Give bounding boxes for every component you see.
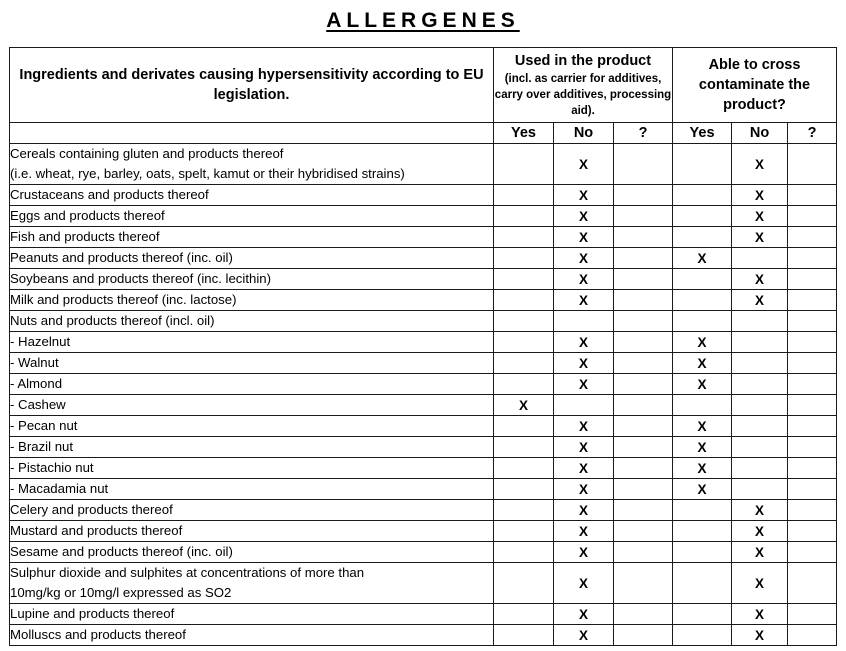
allergen-label bbox=[10, 290, 494, 311]
used-no-cell bbox=[554, 458, 614, 479]
used-unknown-cell bbox=[614, 563, 673, 604]
used-unknown-cell bbox=[614, 185, 673, 206]
cross-unknown-cell bbox=[788, 227, 837, 248]
allergen-label-line: Sulphur dioxide and sulphites at concentrations of more than bbox=[10, 565, 365, 580]
cross-unknown-cell bbox=[788, 374, 837, 395]
used-yes-cell bbox=[494, 437, 554, 458]
used-yes-cell bbox=[494, 604, 554, 625]
cross-yes-cell bbox=[673, 563, 732, 604]
check-mark: X bbox=[578, 334, 588, 350]
allergen-label bbox=[10, 542, 494, 563]
check-mark: X bbox=[755, 627, 765, 643]
used-in-product-note: (incl. as carrier for additives, carry over additives, processing aid). bbox=[494, 73, 672, 117]
table-row bbox=[10, 542, 837, 563]
allergen-label-line: Cereals containing gluten and products thereof bbox=[10, 146, 284, 161]
used-unknown-cell bbox=[614, 542, 673, 563]
used-no-cell bbox=[554, 625, 614, 646]
used-yes-cell bbox=[494, 542, 554, 563]
blank-header-cell bbox=[10, 123, 494, 144]
allergen-label-line: Lupine and products thereof bbox=[10, 606, 175, 621]
table-row bbox=[10, 144, 837, 185]
check-mark: X bbox=[697, 355, 707, 371]
cross-yes-cell bbox=[673, 604, 732, 625]
allergen-label bbox=[10, 395, 494, 416]
cross-yes-cell bbox=[673, 416, 732, 437]
check-mark: X bbox=[578, 229, 588, 245]
allergen-label-line: Fish and products thereof bbox=[10, 229, 160, 244]
check-mark: X bbox=[578, 292, 588, 308]
used-no-cell bbox=[554, 374, 614, 395]
allergen-label bbox=[10, 563, 494, 604]
check-mark: X bbox=[578, 523, 588, 539]
allergen-label bbox=[10, 479, 494, 500]
table-row bbox=[10, 563, 837, 604]
used-no-cell bbox=[554, 185, 614, 206]
cross-unknown-cell bbox=[788, 144, 837, 185]
cross-unknown-cell bbox=[788, 332, 837, 353]
allergen-label-line: Mustard and products thereof bbox=[10, 523, 183, 538]
cross-no-cell bbox=[732, 500, 788, 521]
table-row bbox=[10, 416, 837, 437]
allergen-table bbox=[9, 47, 837, 646]
check-mark: X bbox=[578, 502, 588, 518]
used-unknown-cell bbox=[614, 290, 673, 311]
used-no-cell bbox=[554, 437, 614, 458]
check-mark: X bbox=[578, 606, 588, 622]
cross-no-cell bbox=[732, 248, 788, 269]
allergen-label-line: Eggs and products thereof bbox=[10, 208, 165, 223]
check-mark: X bbox=[755, 606, 765, 622]
used-unknown-cell bbox=[614, 248, 673, 269]
check-mark: X bbox=[697, 418, 707, 434]
table-row bbox=[10, 437, 837, 458]
cross-yes-cell bbox=[673, 542, 732, 563]
cross-unknown-cell bbox=[788, 542, 837, 563]
used-yes-cell bbox=[494, 395, 554, 416]
table-row bbox=[10, 269, 837, 290]
check-mark: X bbox=[755, 271, 765, 287]
allergen-label bbox=[10, 248, 494, 269]
used-yes-cell bbox=[494, 227, 554, 248]
check-mark: X bbox=[755, 208, 765, 224]
check-mark: X bbox=[697, 334, 707, 350]
table-row bbox=[10, 374, 837, 395]
used-no-cell bbox=[554, 563, 614, 604]
cross-contamination-title: Able to cross contaminate the product? bbox=[698, 57, 811, 113]
used-unknown-cell bbox=[614, 269, 673, 290]
check-mark: X bbox=[578, 355, 588, 371]
allergen-label-line: - Walnut bbox=[10, 355, 59, 370]
allergen-label-line: Milk and products thereof (inc. lactose) bbox=[10, 292, 237, 307]
used-no-cell bbox=[554, 521, 614, 542]
used-no-cell bbox=[554, 542, 614, 563]
used-unknown-cell bbox=[614, 144, 673, 185]
used-no-cell bbox=[554, 353, 614, 374]
used-unknown-cell bbox=[614, 353, 673, 374]
used-unknown-cell bbox=[614, 395, 673, 416]
table-row bbox=[10, 479, 837, 500]
cross-no-cell bbox=[732, 185, 788, 206]
cross-yes-header: Yes bbox=[673, 123, 732, 144]
used-yes-cell bbox=[494, 563, 554, 604]
check-mark: X bbox=[578, 627, 588, 643]
cross-unknown-cell bbox=[788, 290, 837, 311]
allergen-label bbox=[10, 269, 494, 290]
used-unknown-cell bbox=[614, 604, 673, 625]
cross-no-cell bbox=[732, 353, 788, 374]
cross-unknown-cell bbox=[788, 563, 837, 604]
used-yes-cell bbox=[494, 206, 554, 227]
cross-unknown-cell bbox=[788, 416, 837, 437]
table-row bbox=[10, 625, 837, 646]
cross-yes-cell bbox=[673, 332, 732, 353]
used-no-cell bbox=[554, 479, 614, 500]
cross-yes-cell bbox=[673, 185, 732, 206]
cross-no-cell bbox=[732, 332, 788, 353]
cross-yes-cell bbox=[673, 374, 732, 395]
check-mark: X bbox=[755, 575, 765, 591]
used-unknown-header: ? bbox=[614, 123, 673, 144]
cross-unknown-cell bbox=[788, 395, 837, 416]
allergen-label bbox=[10, 437, 494, 458]
cross-no-header: No bbox=[732, 123, 788, 144]
cross-unknown-cell bbox=[788, 437, 837, 458]
allergen-label-line: - Almond bbox=[10, 376, 63, 391]
cross-no-cell bbox=[732, 206, 788, 227]
used-unknown-cell bbox=[614, 500, 673, 521]
cross-no-cell bbox=[732, 437, 788, 458]
cross-yes-cell bbox=[673, 269, 732, 290]
used-no-cell bbox=[554, 416, 614, 437]
check-mark: X bbox=[578, 439, 588, 455]
used-yes-cell bbox=[494, 479, 554, 500]
check-mark: X bbox=[697, 460, 707, 476]
used-unknown-cell bbox=[614, 374, 673, 395]
allergen-label bbox=[10, 416, 494, 437]
check-mark: X bbox=[697, 481, 707, 497]
used-no-cell bbox=[554, 311, 614, 332]
used-yes-cell bbox=[494, 248, 554, 269]
check-mark: X bbox=[697, 376, 707, 392]
check-mark: X bbox=[518, 397, 528, 413]
cross-no-cell bbox=[732, 521, 788, 542]
cross-yes-cell bbox=[673, 353, 732, 374]
cross-yes-cell bbox=[673, 248, 732, 269]
table-row bbox=[10, 290, 837, 311]
check-mark: X bbox=[578, 376, 588, 392]
used-yes-cell bbox=[494, 185, 554, 206]
used-yes-cell bbox=[494, 144, 554, 185]
used-yes-cell bbox=[494, 625, 554, 646]
used-yes-cell bbox=[494, 416, 554, 437]
check-mark: X bbox=[755, 229, 765, 245]
cross-yes-cell bbox=[673, 290, 732, 311]
check-mark: X bbox=[697, 250, 707, 266]
allergen-label-line: Celery and products thereof bbox=[10, 502, 173, 517]
check-mark: X bbox=[578, 460, 588, 476]
used-yes-header: Yes bbox=[494, 123, 554, 144]
cross-no-cell bbox=[732, 144, 788, 185]
table-row bbox=[10, 185, 837, 206]
table-row bbox=[10, 500, 837, 521]
check-mark: X bbox=[755, 187, 765, 203]
allergen-label-line: - Macadamia nut bbox=[10, 481, 109, 496]
allergen-label-line: Crustaceans and products thereof bbox=[10, 187, 209, 202]
table-row bbox=[10, 604, 837, 625]
cross-no-cell bbox=[732, 290, 788, 311]
ingredients-header: Ingredients and derivates causing hypersensitivity according to EU legislation. bbox=[10, 48, 494, 123]
used-yes-cell bbox=[494, 500, 554, 521]
allergen-label-line: - Pecan nut bbox=[10, 418, 78, 433]
allergen-label-line: - Pistachio nut bbox=[10, 460, 94, 475]
used-yes-cell bbox=[494, 521, 554, 542]
allergen-label bbox=[10, 604, 494, 625]
cross-unknown-cell bbox=[788, 269, 837, 290]
check-mark: X bbox=[578, 187, 588, 203]
cross-yes-cell bbox=[673, 625, 732, 646]
table-row bbox=[10, 332, 837, 353]
allergen-label-line: Sesame and products thereof (inc. oil) bbox=[10, 544, 233, 559]
cross-no-cell bbox=[732, 416, 788, 437]
cross-no-cell bbox=[732, 479, 788, 500]
allergen-label bbox=[10, 374, 494, 395]
allergen-label-line: Peanuts and products thereof (inc. oil) bbox=[10, 250, 233, 265]
used-no-cell bbox=[554, 500, 614, 521]
cross-unknown-cell bbox=[788, 500, 837, 521]
check-mark: X bbox=[578, 271, 588, 287]
table-row bbox=[10, 395, 837, 416]
used-yes-cell bbox=[494, 311, 554, 332]
cross-yes-cell bbox=[673, 206, 732, 227]
used-unknown-cell bbox=[614, 458, 673, 479]
used-unknown-cell bbox=[614, 521, 673, 542]
used-no-cell bbox=[554, 332, 614, 353]
allergen-label bbox=[10, 144, 494, 185]
allergen-label bbox=[10, 500, 494, 521]
allergen-label-line: (i.e. wheat, rye, barley, oats, spelt, kamut or their hybridised strains) bbox=[10, 166, 405, 181]
allergen-label-line: - Brazil nut bbox=[10, 439, 74, 454]
allergen-label-line: 10mg/kg or 10mg/l expressed as SO2 bbox=[10, 585, 232, 600]
cross-no-cell bbox=[732, 374, 788, 395]
allergen-label-line: - Cashew bbox=[10, 397, 66, 412]
cross-contamination-header bbox=[673, 48, 837, 123]
cross-no-cell bbox=[732, 269, 788, 290]
cross-yes-cell bbox=[673, 311, 732, 332]
check-mark: X bbox=[697, 439, 707, 455]
table-row bbox=[10, 458, 837, 479]
table-row bbox=[10, 521, 837, 542]
used-no-cell bbox=[554, 395, 614, 416]
cross-no-cell bbox=[732, 625, 788, 646]
cross-yes-cell bbox=[673, 458, 732, 479]
allergen-label bbox=[10, 353, 494, 374]
cross-unknown-cell bbox=[788, 625, 837, 646]
allergen-label-line: Molluscs and products thereof bbox=[10, 627, 186, 642]
page-title: ALLERGENES bbox=[326, 9, 520, 32]
allergen-label bbox=[10, 311, 494, 332]
cross-unknown-header: ? bbox=[788, 123, 837, 144]
cross-no-cell bbox=[732, 395, 788, 416]
allergen-label-line: Soybeans and products thereof (inc. lecithin) bbox=[10, 271, 271, 286]
used-yes-cell bbox=[494, 458, 554, 479]
cross-no-cell bbox=[732, 227, 788, 248]
used-no-cell bbox=[554, 290, 614, 311]
allergen-label bbox=[10, 185, 494, 206]
allergen-label-line: - Hazelnut bbox=[10, 334, 71, 349]
allergen-rows bbox=[10, 144, 837, 646]
table-row bbox=[10, 206, 837, 227]
cross-unknown-cell bbox=[788, 353, 837, 374]
used-yes-cell bbox=[494, 269, 554, 290]
used-no-header: No bbox=[554, 123, 614, 144]
check-mark: X bbox=[578, 481, 588, 497]
cross-unknown-cell bbox=[788, 248, 837, 269]
check-mark: X bbox=[578, 250, 588, 266]
check-mark: X bbox=[755, 544, 765, 560]
used-yes-cell bbox=[494, 290, 554, 311]
used-unknown-cell bbox=[614, 479, 673, 500]
used-unknown-cell bbox=[614, 206, 673, 227]
table-row bbox=[10, 311, 837, 332]
used-no-cell bbox=[554, 269, 614, 290]
cross-unknown-cell bbox=[788, 521, 837, 542]
allergen-label-line: Nuts and products thereof (incl. oil) bbox=[10, 313, 215, 328]
used-unknown-cell bbox=[614, 625, 673, 646]
table-row bbox=[10, 353, 837, 374]
cross-yes-cell bbox=[673, 479, 732, 500]
cross-unknown-cell bbox=[788, 206, 837, 227]
used-yes-cell bbox=[494, 332, 554, 353]
cross-no-cell bbox=[732, 542, 788, 563]
allergen-label bbox=[10, 332, 494, 353]
used-in-product-header bbox=[494, 48, 673, 123]
cross-yes-cell bbox=[673, 500, 732, 521]
cross-unknown-cell bbox=[788, 311, 837, 332]
table-row bbox=[10, 227, 837, 248]
check-mark: X bbox=[755, 523, 765, 539]
cross-yes-cell bbox=[673, 227, 732, 248]
cross-yes-cell bbox=[673, 437, 732, 458]
used-no-cell bbox=[554, 604, 614, 625]
used-no-cell bbox=[554, 248, 614, 269]
allergen-label bbox=[10, 625, 494, 646]
cross-unknown-cell bbox=[788, 479, 837, 500]
check-mark: X bbox=[578, 544, 588, 560]
cross-no-cell bbox=[732, 311, 788, 332]
cross-unknown-cell bbox=[788, 185, 837, 206]
used-yes-cell bbox=[494, 374, 554, 395]
allergen-label bbox=[10, 227, 494, 248]
used-no-cell bbox=[554, 227, 614, 248]
used-unknown-cell bbox=[614, 416, 673, 437]
check-mark: X bbox=[578, 418, 588, 434]
cross-yes-cell bbox=[673, 144, 732, 185]
allergen-label bbox=[10, 521, 494, 542]
table-row bbox=[10, 248, 837, 269]
check-mark: X bbox=[755, 292, 765, 308]
cross-unknown-cell bbox=[788, 604, 837, 625]
used-unknown-cell bbox=[614, 311, 673, 332]
check-mark: X bbox=[578, 575, 588, 591]
used-no-cell bbox=[554, 144, 614, 185]
allergen-label bbox=[10, 458, 494, 479]
check-mark: X bbox=[578, 208, 588, 224]
cross-unknown-cell bbox=[788, 458, 837, 479]
used-yes-cell bbox=[494, 353, 554, 374]
cross-no-cell bbox=[732, 563, 788, 604]
cross-yes-cell bbox=[673, 521, 732, 542]
used-no-cell bbox=[554, 206, 614, 227]
cross-yes-cell bbox=[673, 395, 732, 416]
used-unknown-cell bbox=[614, 227, 673, 248]
check-mark: X bbox=[755, 156, 765, 172]
allergen-label bbox=[10, 206, 494, 227]
used-in-product-title: Used in the product bbox=[514, 53, 652, 69]
check-mark: X bbox=[578, 156, 588, 172]
cross-no-cell bbox=[732, 604, 788, 625]
used-unknown-cell bbox=[614, 437, 673, 458]
check-mark: X bbox=[755, 502, 765, 518]
cross-no-cell bbox=[732, 458, 788, 479]
used-unknown-cell bbox=[614, 332, 673, 353]
